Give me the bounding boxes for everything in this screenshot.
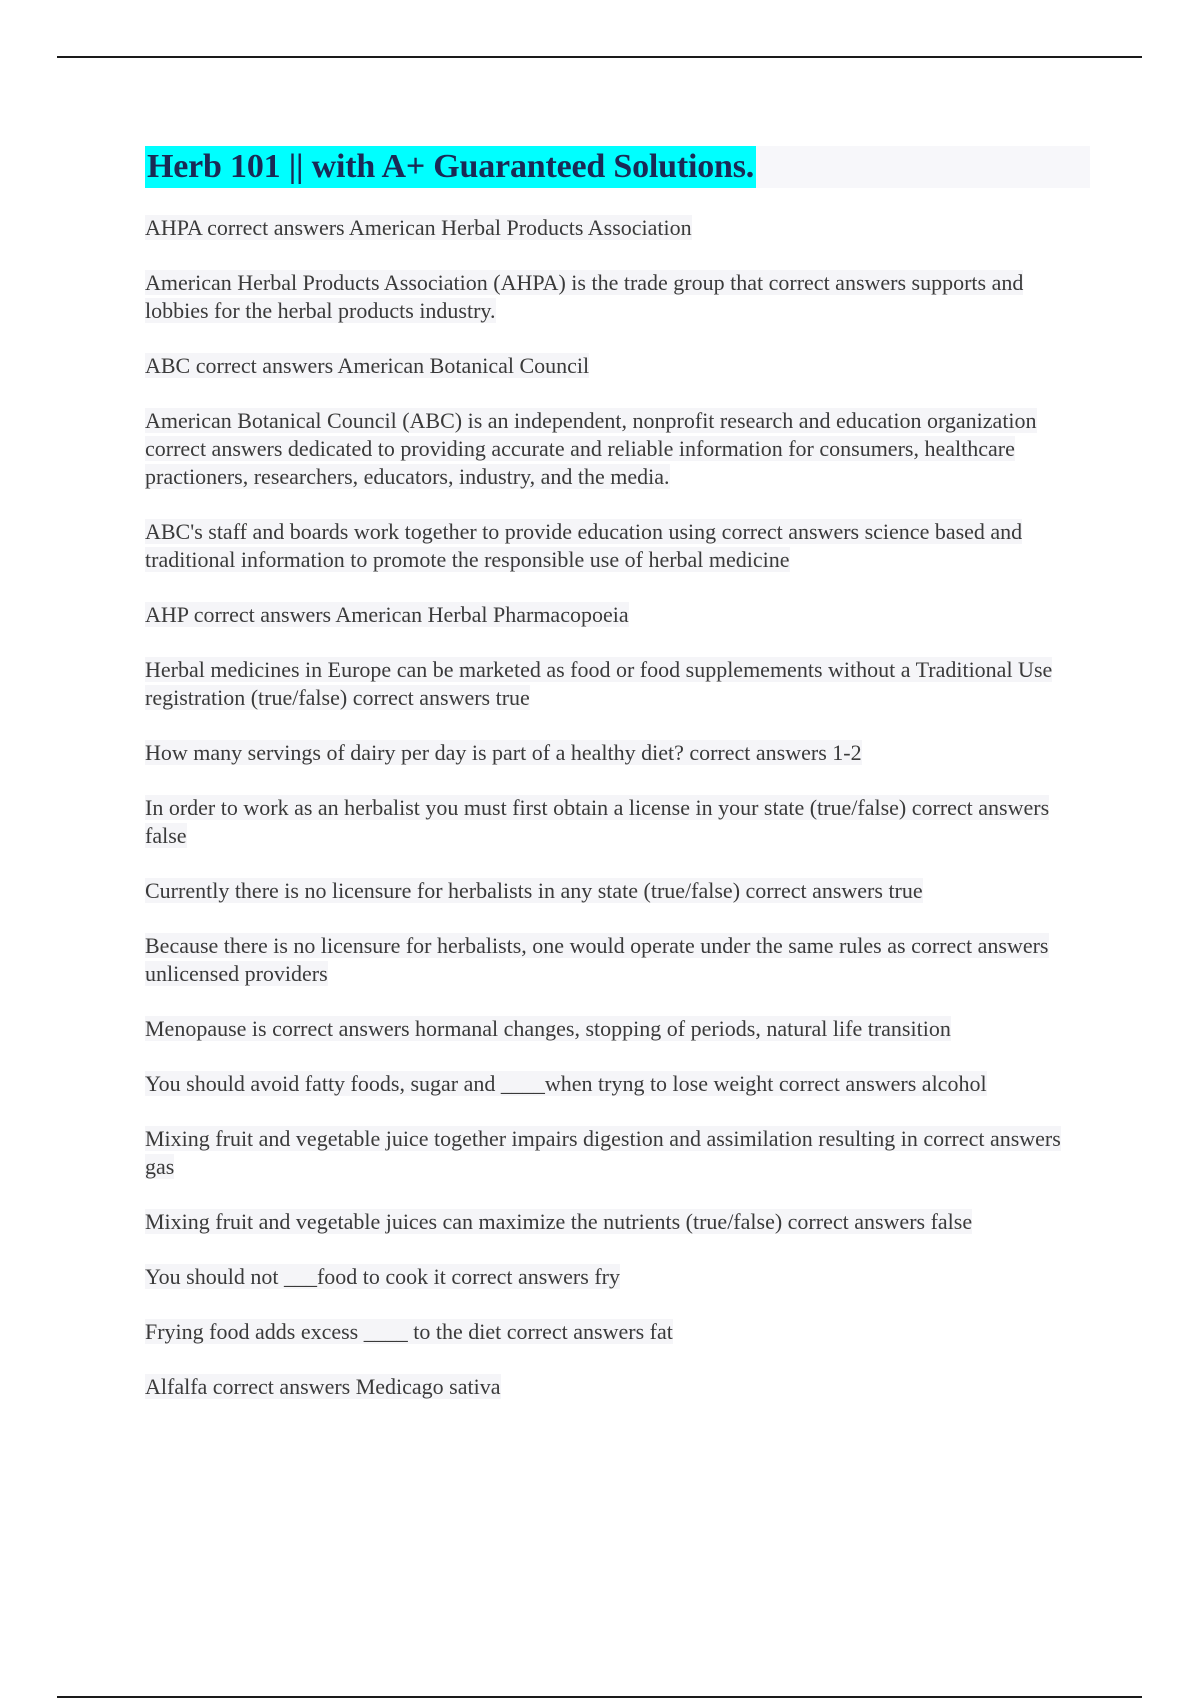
qa-entry	[145, 932, 1090, 988]
qa-entry-text: Herbal medicines in Europe can be marketed as food or food supplemements without a Traditional Use registration (true/false) correct answers true	[145, 657, 1053, 710]
qa-list	[145, 214, 1090, 1401]
bottom-rule	[57, 1696, 1142, 1698]
qa-entry	[145, 739, 1090, 767]
document-body	[145, 146, 1090, 1428]
qa-entry	[145, 1373, 1090, 1401]
document-title: Herb 101 || with A+ Guaranteed Solutions.	[145, 146, 756, 188]
qa-entry	[145, 1318, 1090, 1346]
qa-entry	[145, 601, 1090, 629]
title-row	[145, 146, 1090, 188]
qa-entry	[145, 1208, 1090, 1236]
qa-entry-text: Menopause is correct answers hormanal changes, stopping of periods, natural life transition	[145, 1016, 951, 1041]
qa-entry-text: Currently there is no licensure for herbalists in any state (true/false) correct answers true	[145, 878, 923, 903]
qa-entry	[145, 877, 1090, 905]
qa-entry-text: Because there is no licensure for herbalists, one would operate under the same rules as correct answers unlicensed providers	[145, 933, 1049, 986]
qa-entry-text: American Botanical Council (ABC) is an independent, nonprofit research and education organization correct answers dedicated to providing accurate and reliable information for consumers, healthcare practioners, researchers, educators, industry, and the media.	[145, 408, 1037, 489]
qa-entry-text: You should not ___food to cook it correct answers fry	[145, 1264, 620, 1289]
top-rule	[57, 56, 1142, 58]
qa-entry	[145, 518, 1090, 574]
qa-entry-text: AHPA correct answers American Herbal Products Association	[145, 215, 692, 240]
qa-entry-text: ABC's staff and boards work together to provide education using correct answers science based and traditional information to promote the responsible use of herbal medicine	[145, 519, 1023, 572]
qa-entry-text: ABC correct answers American Botanical Council	[145, 353, 590, 378]
qa-entry-text: Mixing fruit and vegetable juice together impairs digestion and assimilation resulting in correct answers gas	[145, 1126, 1061, 1179]
qa-entry-text: Alfalfa correct answers Medicago sativa	[145, 1374, 501, 1399]
qa-entry	[145, 1070, 1090, 1098]
qa-entry-text: AHP correct answers American Herbal Pharmacopoeia	[145, 602, 629, 627]
qa-entry	[145, 407, 1090, 491]
qa-entry	[145, 269, 1090, 325]
qa-entry-text: You should avoid fatty foods, sugar and ____when tryng to lose weight correct answers alcohol	[145, 1071, 987, 1096]
qa-entry-text: American Herbal Products Association (AHPA) is the trade group that correct answers supports and lobbies for the herbal products industry.	[145, 270, 1024, 323]
qa-entry-text: Mixing fruit and vegetable juices can maximize the nutrients (true/false) correct answers false	[145, 1209, 973, 1234]
qa-entry	[145, 794, 1090, 850]
qa-entry-text: In order to work as an herbalist you must first obtain a license in your state (true/false) correct answers false	[145, 795, 1050, 848]
qa-entry	[145, 214, 1090, 242]
qa-entry	[145, 352, 1090, 380]
qa-entry-text: Frying food adds excess ____ to the diet correct answers fat	[145, 1319, 673, 1344]
qa-entry	[145, 1125, 1090, 1181]
qa-entry	[145, 656, 1090, 712]
qa-entry	[145, 1015, 1090, 1043]
qa-entry	[145, 1263, 1090, 1291]
qa-entry-text: How many servings of dairy per day is part of a healthy diet? correct answers 1-2	[145, 740, 862, 765]
